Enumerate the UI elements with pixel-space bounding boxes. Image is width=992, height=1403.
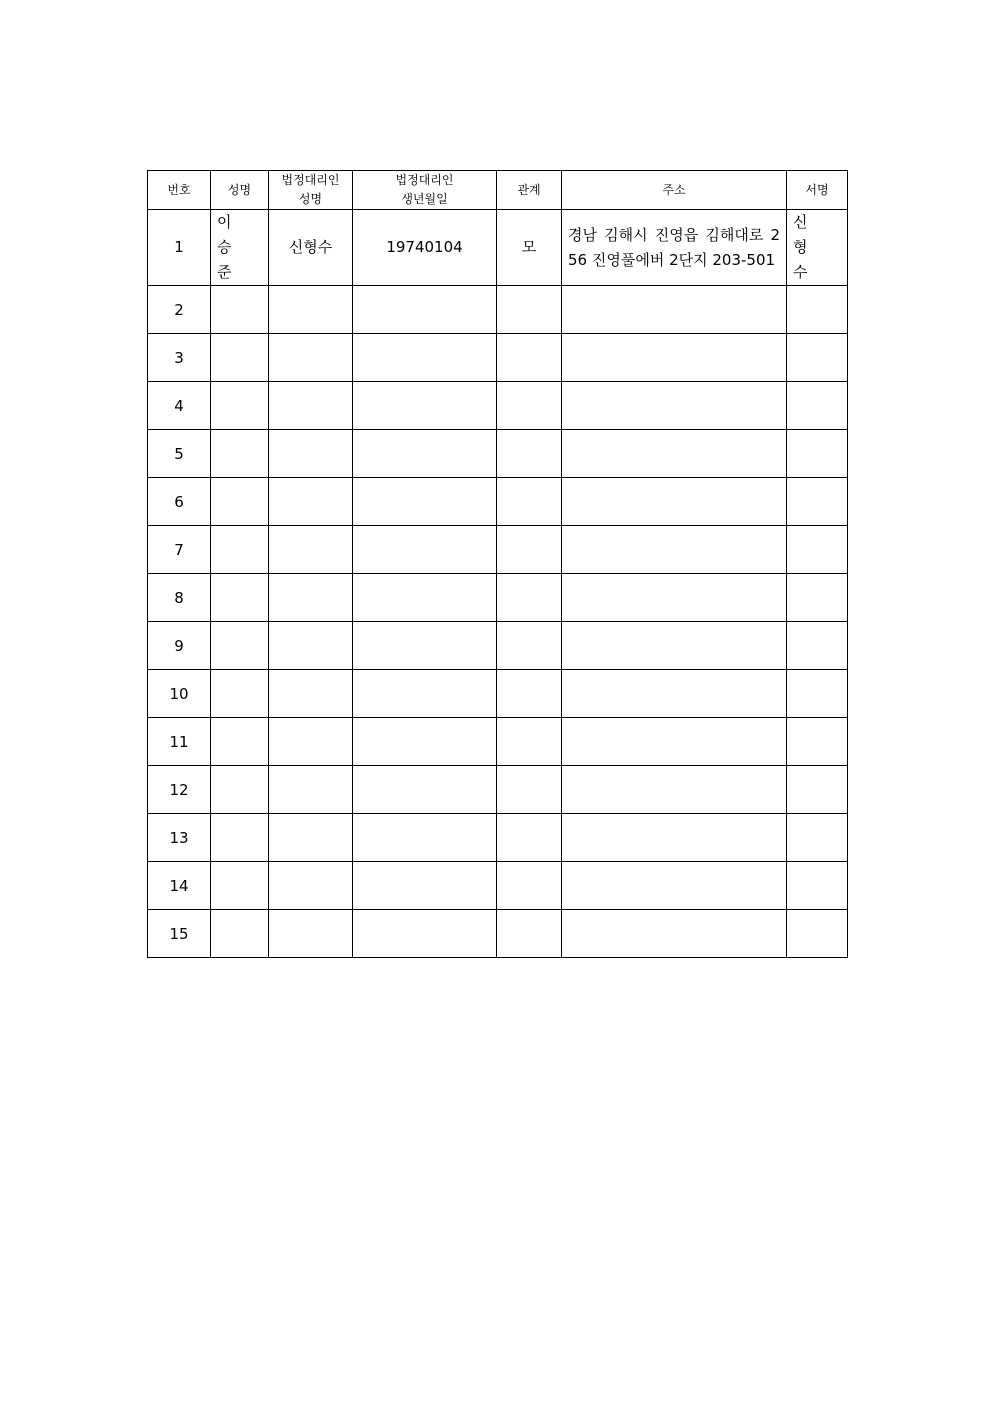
cell-rep-birth <box>353 286 497 334</box>
cell-number: 9 <box>148 622 211 670</box>
cell-name <box>211 478 269 526</box>
cell-relation <box>497 574 562 622</box>
cell-rep-name <box>269 910 353 958</box>
cell-signature <box>787 574 848 622</box>
table-row <box>148 670 848 718</box>
table-row <box>148 478 848 526</box>
cell-number: 6 <box>148 478 211 526</box>
cell-relation <box>497 430 562 478</box>
cell-rep-name <box>269 670 353 718</box>
table-row <box>148 910 848 958</box>
table-row <box>148 382 848 430</box>
cell-relation <box>497 910 562 958</box>
cell-rep-name <box>269 286 353 334</box>
cell-rep-name <box>269 766 353 814</box>
cell-number: 15 <box>148 910 211 958</box>
table-row <box>148 334 848 382</box>
header-address: 주소 <box>562 171 787 210</box>
cell-name <box>211 718 269 766</box>
cell-name <box>211 622 269 670</box>
header-rep-name <box>269 171 353 210</box>
cell-signature <box>787 210 848 286</box>
cell-number: 5 <box>148 430 211 478</box>
cell-signature <box>787 718 848 766</box>
cell-relation <box>497 478 562 526</box>
cell-rep-birth <box>353 670 497 718</box>
cell-name <box>211 814 269 862</box>
cell-name <box>211 382 269 430</box>
cell-address <box>562 862 787 910</box>
cell-rep-birth <box>353 334 497 382</box>
cell-address <box>562 210 787 286</box>
cell-signature <box>787 478 848 526</box>
header-rep-name-line1: 법정대리인 <box>281 173 340 187</box>
cell-rep-name <box>269 622 353 670</box>
cell-rep-name: 신형수 <box>269 210 353 286</box>
cell-address <box>562 430 787 478</box>
cell-rep-birth <box>353 862 497 910</box>
cell-signature <box>787 670 848 718</box>
cell-rep-birth <box>353 382 497 430</box>
table-row <box>148 862 848 910</box>
table-row <box>148 622 848 670</box>
table-row <box>148 210 848 286</box>
cell-rep-name <box>269 430 353 478</box>
cell-relation <box>497 766 562 814</box>
cell-signature <box>787 910 848 958</box>
cell-number: 13 <box>148 814 211 862</box>
cell-name <box>211 286 269 334</box>
cell-name-text: 이승준 <box>217 213 242 281</box>
table-row <box>148 526 848 574</box>
cell-address <box>562 670 787 718</box>
cell-rep-birth <box>353 910 497 958</box>
header-signature: 서명 <box>787 171 848 210</box>
cell-signature <box>787 814 848 862</box>
cell-rep-name <box>269 478 353 526</box>
cell-address <box>562 910 787 958</box>
table-row <box>148 574 848 622</box>
cell-relation <box>497 814 562 862</box>
cell-rep-name <box>269 382 353 430</box>
cell-relation <box>497 670 562 718</box>
cell-address <box>562 526 787 574</box>
cell-address <box>562 478 787 526</box>
header-name: 성명 <box>211 171 269 210</box>
cell-rep-name <box>269 526 353 574</box>
cell-signature <box>787 286 848 334</box>
table-row <box>148 718 848 766</box>
cell-signature <box>787 382 848 430</box>
cell-number: 8 <box>148 574 211 622</box>
cell-relation <box>497 382 562 430</box>
cell-address <box>562 622 787 670</box>
cell-rep-birth <box>353 430 497 478</box>
header-relation: 관계 <box>497 171 562 210</box>
cell-name <box>211 862 269 910</box>
cell-rep-name <box>269 862 353 910</box>
table-row <box>148 430 848 478</box>
cell-number: 4 <box>148 382 211 430</box>
cell-number: 3 <box>148 334 211 382</box>
cell-signature <box>787 766 848 814</box>
header-rep-birth-line2: 생년월일 <box>401 192 448 206</box>
cell-relation <box>497 286 562 334</box>
table-row <box>148 766 848 814</box>
cell-name <box>211 430 269 478</box>
cell-signature <box>787 622 848 670</box>
header-rep-name-line2: 성명 <box>298 192 323 206</box>
cell-number: 11 <box>148 718 211 766</box>
cell-rep-birth <box>353 766 497 814</box>
cell-relation <box>497 718 562 766</box>
cell-signature <box>787 526 848 574</box>
cell-rep-birth <box>353 526 497 574</box>
cell-address <box>562 382 787 430</box>
cell-relation: 모 <box>497 210 562 286</box>
cell-rep-name <box>269 574 353 622</box>
cell-address-text: 경남 김해시 진영읍 김해대로 256 진영풀에버 2단지 203-501 <box>568 225 780 269</box>
cell-signature <box>787 334 848 382</box>
cell-number: 1 <box>148 210 211 286</box>
cell-signature-text: 신형수 <box>793 213 818 281</box>
header-number: 번호 <box>148 171 211 210</box>
cell-relation <box>497 334 562 382</box>
cell-name <box>211 526 269 574</box>
cell-address <box>562 718 787 766</box>
table-row <box>148 814 848 862</box>
cell-rep-birth <box>353 478 497 526</box>
roster-table <box>147 170 848 958</box>
cell-relation <box>497 526 562 574</box>
header-rep-birth-line1: 법정대리인 <box>395 173 454 187</box>
cell-name <box>211 210 269 286</box>
cell-address <box>562 286 787 334</box>
cell-name <box>211 334 269 382</box>
cell-address <box>562 766 787 814</box>
cell-rep-birth: 19740104 <box>353 210 497 286</box>
cell-rep-birth <box>353 622 497 670</box>
cell-number: 14 <box>148 862 211 910</box>
header-rep-birth <box>353 171 497 210</box>
cell-number: 2 <box>148 286 211 334</box>
cell-name <box>211 910 269 958</box>
cell-signature <box>787 862 848 910</box>
cell-signature <box>787 430 848 478</box>
cell-number: 12 <box>148 766 211 814</box>
cell-rep-name <box>269 334 353 382</box>
header-row <box>148 171 848 210</box>
cell-rep-birth <box>353 574 497 622</box>
cell-rep-birth <box>353 718 497 766</box>
cell-rep-name <box>269 718 353 766</box>
table-row <box>148 286 848 334</box>
cell-name <box>211 670 269 718</box>
cell-name <box>211 766 269 814</box>
cell-relation <box>497 622 562 670</box>
cell-address <box>562 574 787 622</box>
cell-number: 7 <box>148 526 211 574</box>
cell-rep-birth <box>353 814 497 862</box>
cell-number: 10 <box>148 670 211 718</box>
cell-address <box>562 814 787 862</box>
cell-name <box>211 574 269 622</box>
cell-rep-name <box>269 814 353 862</box>
cell-relation <box>497 862 562 910</box>
cell-address <box>562 334 787 382</box>
